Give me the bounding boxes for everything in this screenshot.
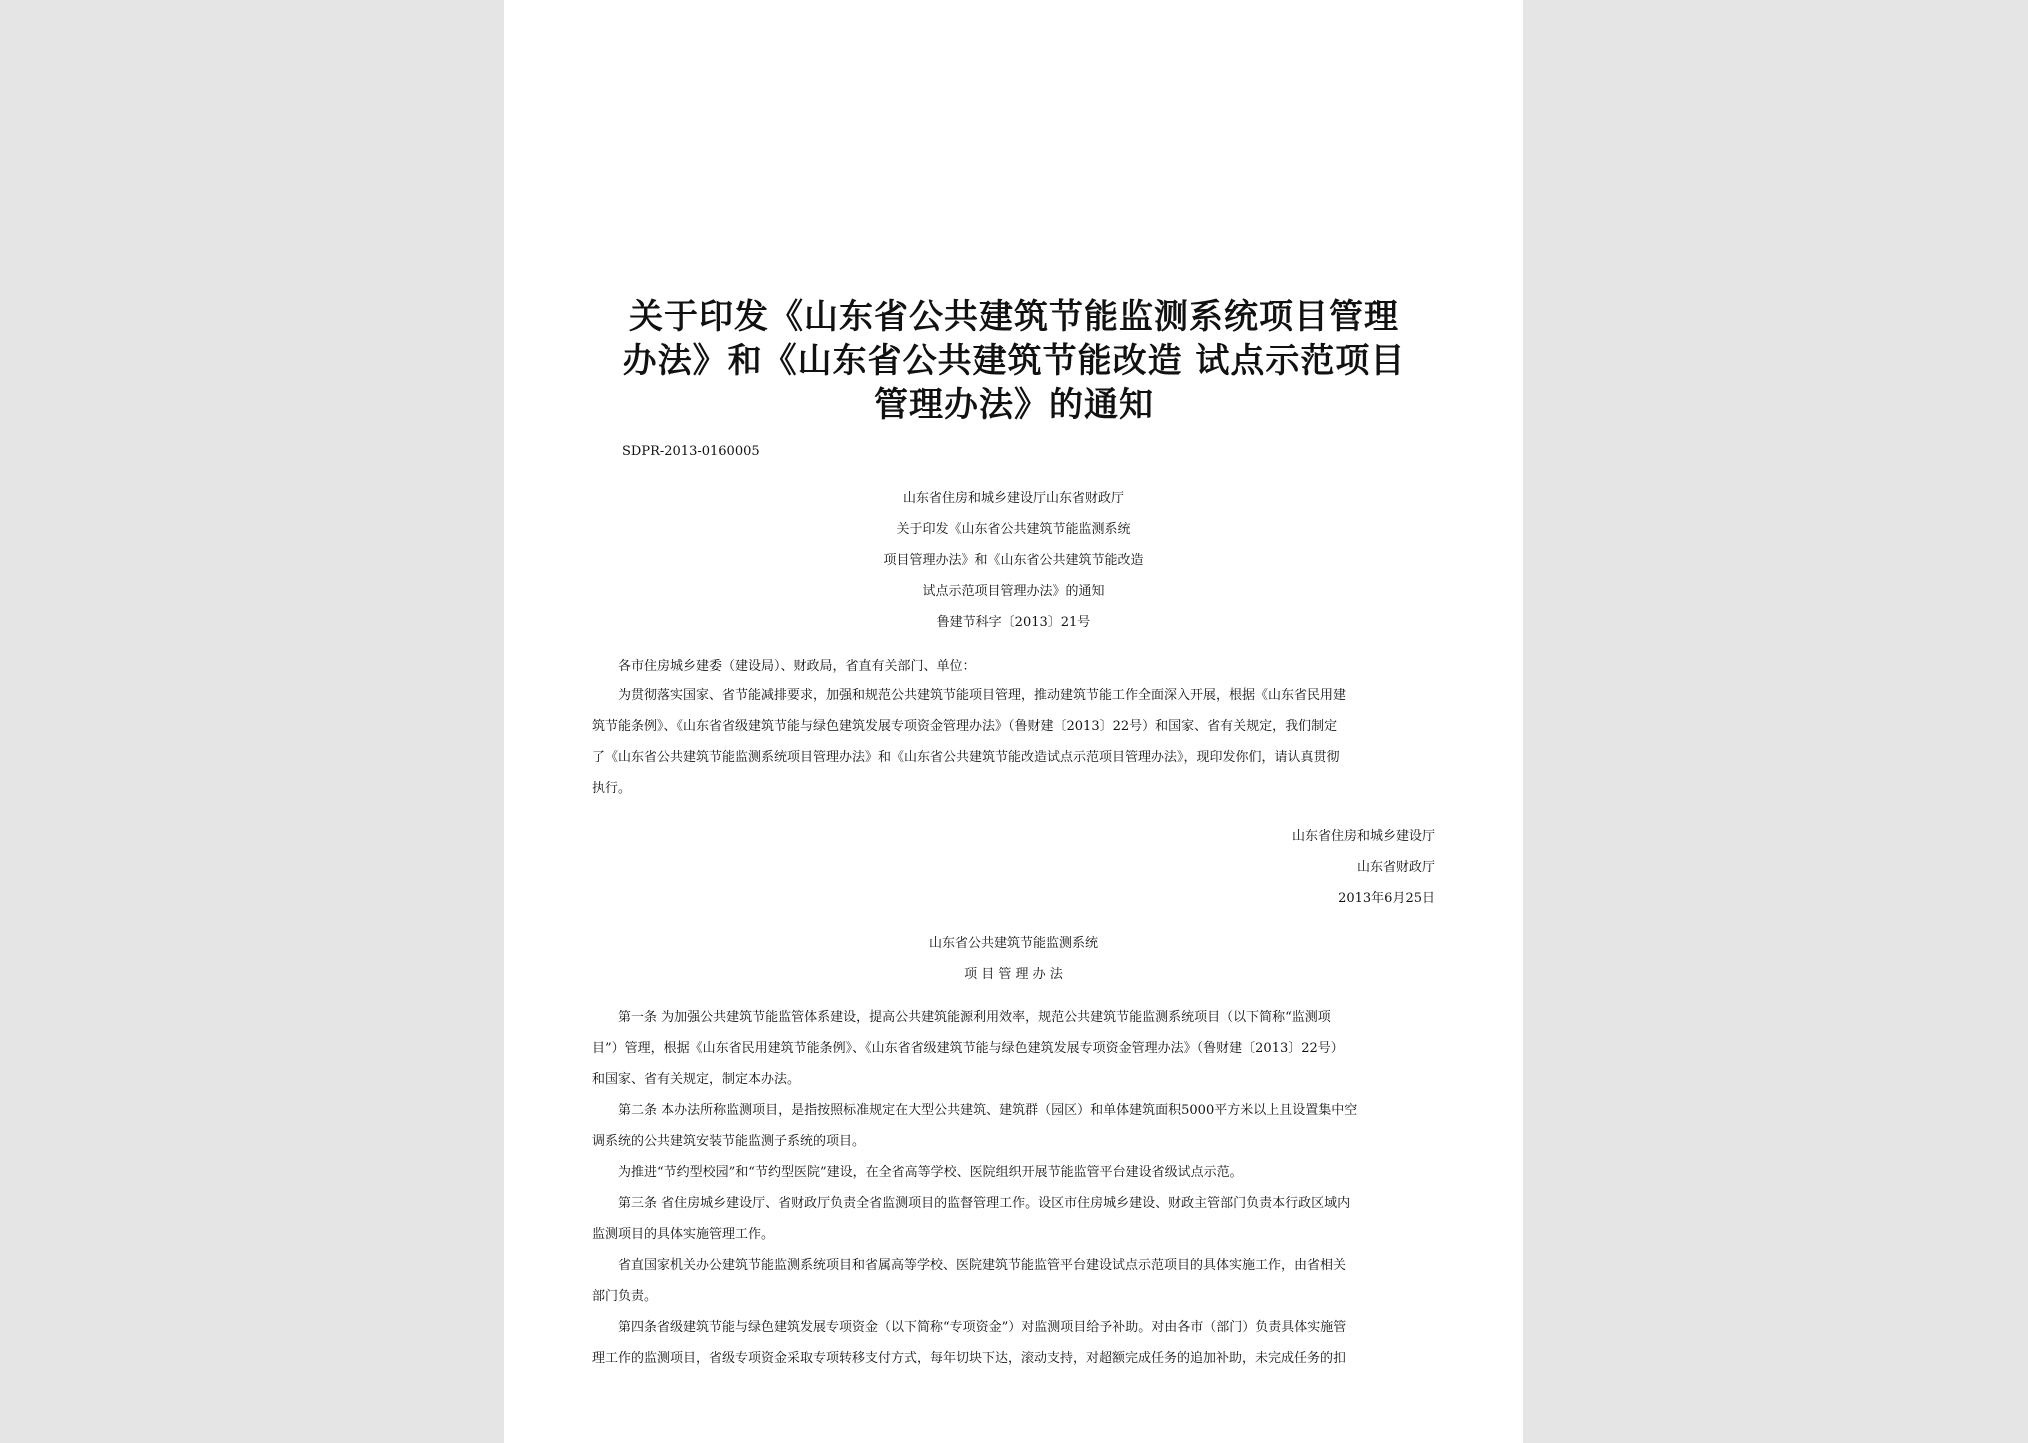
article-2-supplement	[592, 1157, 1436, 1188]
paragraph-line: 为贯彻落实国家、省节能减排要求，加强和规范公共建筑节能项目管理，推动建筑节能工作全面深入开展，根据《山东省民用建	[618, 688, 1347, 703]
article-1	[592, 1002, 1436, 1095]
paragraph-line: 监测项目的具体实施管理工作。	[592, 1227, 775, 1242]
header-line: 项目管理办法》和《山东省公共建筑节能改造	[883, 553, 1144, 568]
attachment-subtitle: 项 目 管 理 办 法	[964, 967, 1063, 982]
document-page	[504, 0, 1523, 1443]
header-line: 山东省住房和城乡建设厅山东省财政厅	[902, 491, 1124, 506]
document-number: 鲁建节科字〔2013〕21号	[936, 615, 1091, 630]
attachment-title: 山东省公共建筑节能监测系统	[928, 936, 1098, 951]
paragraph-line: 第四条省级建筑节能与绿色建筑发展专项资金（以下简称“专项资金”）对监测项目给予补助。对由各市（部门）负责具体实施管	[618, 1320, 1347, 1335]
paragraph-line: 目”）管理，根据《山东省民用建筑节能条例》、《山东省省级建筑节能与绿色建筑发展专项资金管理办法》（鲁财建〔2013〕22号）	[592, 1041, 1344, 1056]
paragraph-line: 筑节能条例》、《山东省省级建筑节能与绿色建筑发展专项资金管理办法》（鲁财建〔2013〕22号）和国家、省有关规定，我们制定	[592, 719, 1338, 734]
paragraph-line: 部门负责。	[592, 1289, 658, 1304]
signature-org-2: 山东省财政厅	[1356, 860, 1435, 875]
title-line: 关于印发《山东省公共建筑节能监测系统项目管理	[629, 297, 1399, 337]
paragraph-line: 为推进“节约型校园”和“节约型医院”建设，在全省高等学校、医院组织开展节能监管平台建设省级试点示范。	[618, 1165, 1243, 1180]
paragraph-line: 省直国家机关办公建筑节能监测系统项目和省属高等学校、医院建筑节能监管平台建设试点示范项目的具体实施工作，由省相关	[618, 1258, 1347, 1273]
signature-org-1: 山东省住房和城乡建设厅	[1291, 829, 1435, 844]
signature-date: 2013年6月25日	[1338, 891, 1435, 906]
document-title	[574, 295, 1454, 427]
paragraph-line: 第一条 为加强公共建筑节能监管体系建设，提高公共建筑能源利用效率，规范公共建筑节能监测系统项目（以下简称“监测项	[618, 1010, 1331, 1025]
article-2	[592, 1095, 1436, 1157]
title-line: 办法》和《山东省公共建筑节能改造 试点示范项目	[622, 341, 1406, 381]
paragraph-line: 理工作的监测项目，省级专项资金采取专项转移支付方式，每年切块下达，滚动支持，对超额完成任务的追加补助，未完成任务的扣	[592, 1351, 1347, 1366]
paragraph-line: 了《山东省公共建筑节能监测系统项目管理办法》和《山东省公共建筑节能改造试点示范项目管理办法》，现印发你们，请认真贯彻	[592, 750, 1340, 765]
header-line: 试点示范项目管理办法》的通知	[922, 584, 1105, 599]
paragraph-line: 和国家、省有关规定，制定本办法。	[592, 1072, 801, 1087]
header-line: 关于印发《山东省公共建筑节能监测系统	[896, 522, 1131, 537]
paragraph-line: 调系统的公共建筑安装节能监测子系统的项目。	[592, 1134, 866, 1149]
article-3	[592, 1188, 1436, 1250]
paragraph-line: 第三条 省住房城乡建设厅、省财政厅负责全省监测项目的监督管理工作。设区市住房城乡建设、财政主管部门负责本行政区域内	[618, 1196, 1351, 1211]
article-3-supplement	[592, 1250, 1436, 1312]
paragraph-line: 执行。	[592, 781, 632, 796]
paragraph-line: 第二条 本办法所称监测项目，是指按照标准规定在大型公共建筑、建筑群（园区）和单体建筑面积5000平方米以上且设置集中空	[618, 1103, 1358, 1118]
intro-paragraph	[592, 680, 1436, 804]
document-code: SDPR-2013-0160005	[622, 444, 760, 459]
title-line: 管理办法》的通知	[874, 385, 1154, 425]
addressee: 各市住房城乡建委（建设局）、财政局，省直有关部门、单位：	[618, 659, 976, 674]
article-4	[592, 1312, 1436, 1374]
